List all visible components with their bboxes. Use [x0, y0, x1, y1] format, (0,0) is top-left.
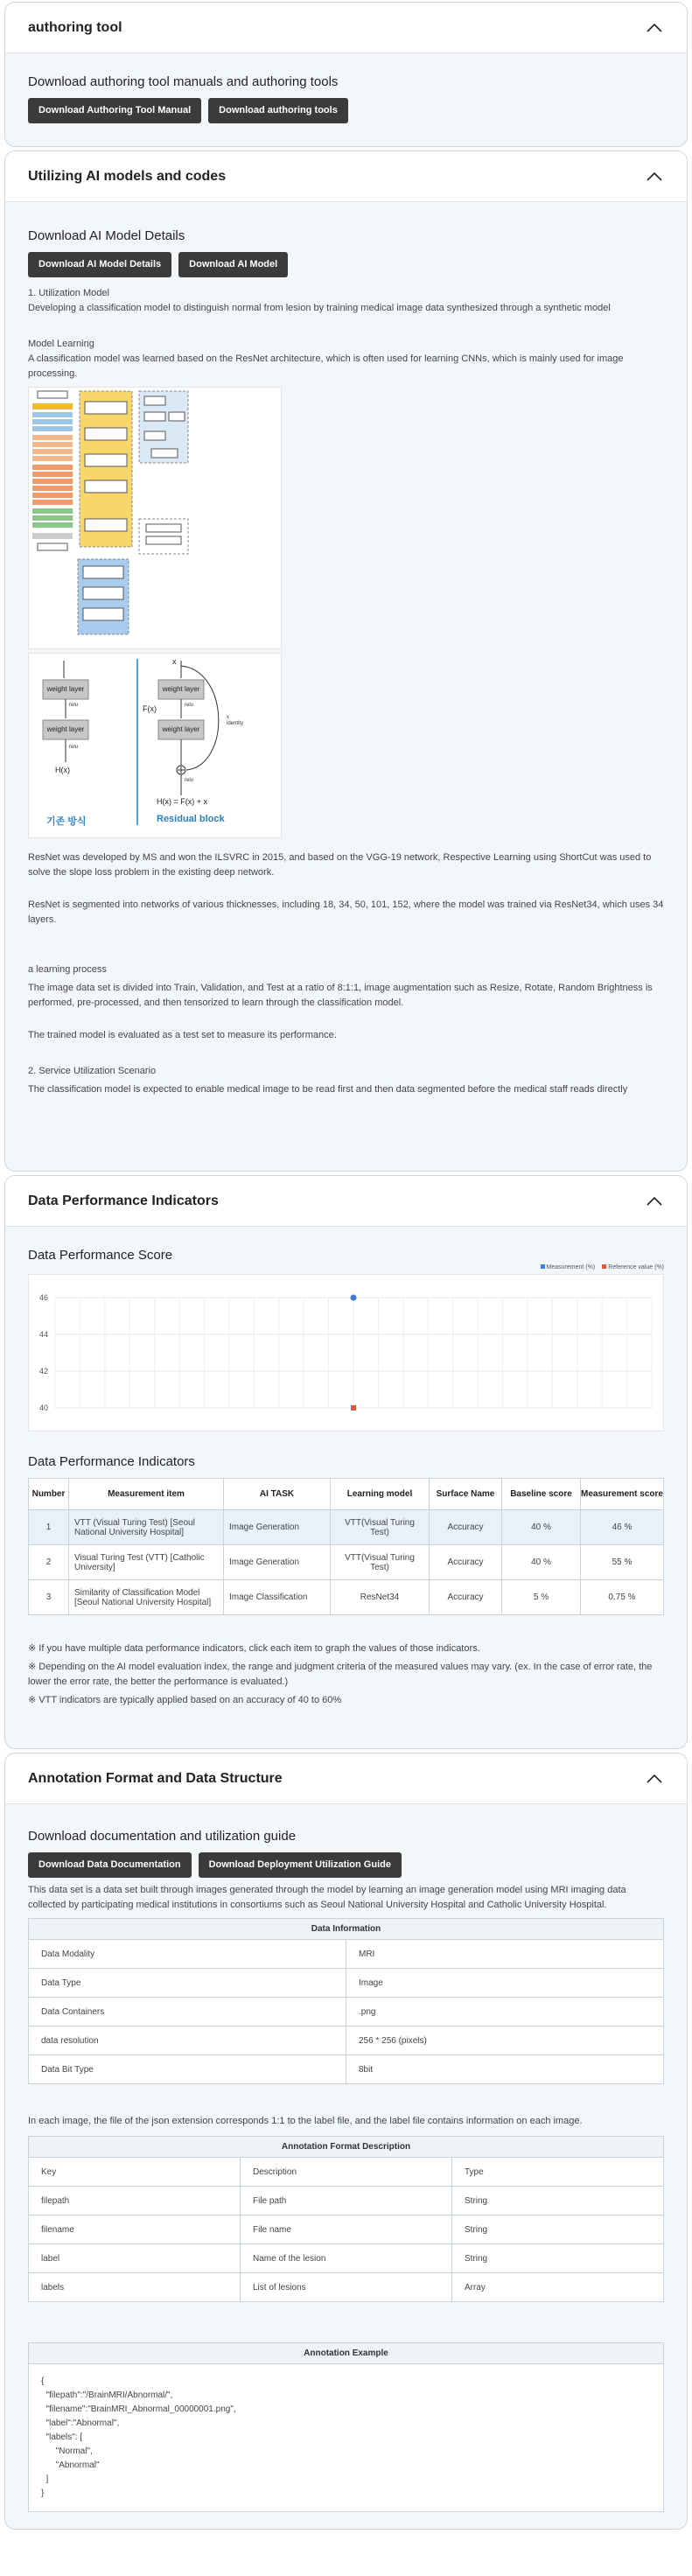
chevron-up-icon[interactable]: [645, 167, 664, 186]
dataset-intro: This data set is a data set built through images generated through the model by learning an image generation model using MRI imaging data collected by participating medical institutions in consortiums such as Seoul National University Hospital and Catholic University Hospital.: [28, 1885, 626, 1910]
relu-label: relu: [69, 703, 79, 708]
performance-note-1: ※ If you have multiple data performance indicators, click each item to graph the values of those indicators.: [28, 1643, 480, 1654]
section-heading: Download AI Model Details: [28, 228, 185, 243]
learning-process-text: The image data set is divided into Train, Validation, and Test at a ratio of 8:1:1, image augmentation such as Resize, Rotate, Random Brightness is performed, pre-processed, and then tensorized to learn through the classification model.: [28, 983, 653, 1008]
download-tools-button[interactable]: Download authoring tools: [208, 98, 348, 123]
service-scenario-title: 2. Service Utilization Scenario: [28, 1066, 157, 1076]
annotation-example: [28, 2342, 664, 2512]
col-ai-task: AI TASK: [224, 1479, 331, 1510]
info-row: [29, 1998, 664, 2026]
table-cell: Similarity of Classification Model [Seoul National University Hospital]: [69, 1580, 224, 1615]
y-tick-label: 44: [38, 1330, 48, 1339]
annotation-row: [29, 2244, 664, 2273]
info-row: [29, 1969, 664, 1998]
residual-block-figure: [28, 653, 282, 838]
table-cell: 40 %: [502, 1510, 581, 1545]
data-information-table: [28, 1918, 664, 2084]
table-row[interactable]: [29, 1580, 664, 1615]
annotation-cell: filename: [29, 2216, 241, 2244]
info-cell: Image: [346, 1969, 664, 1998]
section-heading: Download documentation and utilization guide: [28, 1829, 297, 1844]
section-title: Utilizing AI models and codes: [28, 168, 227, 184]
col-surface-name: Surface Name: [430, 1479, 502, 1510]
y-tick-label: 46: [38, 1293, 48, 1302]
annotation-header[interactable]: [5, 1754, 687, 1804]
x-label: x: [172, 657, 177, 666]
chart-svg: [29, 1275, 665, 1432]
annotation-format-title: Annotation Format Description: [29, 2137, 664, 2158]
table-row[interactable]: [29, 1545, 664, 1580]
annotation-cell: File path: [241, 2187, 452, 2216]
info-cell: data resolution: [29, 2026, 346, 2055]
annotation-cell: Name of the lesion: [241, 2244, 452, 2273]
weight-layer-label: weight layer: [46, 685, 85, 693]
table-cell: Visual Turing Test (VTT) [Catholic University]: [69, 1545, 224, 1580]
learning-process-title: a learning process: [28, 964, 107, 975]
weight-layer-label: weight layer: [162, 725, 200, 733]
relu-label: relu: [185, 703, 194, 708]
performance-table-heading: Data Performance Indicators: [28, 1454, 195, 1469]
table-cell: 2: [29, 1545, 69, 1580]
performance-score-heading: Data Performance Score: [28, 1248, 173, 1263]
performance-section: [4, 1175, 688, 1749]
table-cell: 55 %: [581, 1545, 664, 1580]
col-learning-model: Learning model: [331, 1479, 430, 1510]
chevron-up-icon[interactable]: [645, 18, 664, 38]
col-measurement-item: Measurement item: [69, 1479, 224, 1510]
annotation-cell: Description: [241, 2158, 452, 2187]
annotation-cell: String: [452, 2216, 664, 2244]
service-scenario-text: The classification model is expected to enable medical image to be read first and then data segmented before the medical staff reads directly: [28, 1084, 628, 1095]
table-cell: 5 %: [502, 1580, 581, 1615]
download-model-details-button[interactable]: Download AI Model Details: [28, 252, 171, 277]
annotation-cell: label: [29, 2244, 241, 2273]
chevron-up-icon[interactable]: [645, 1192, 664, 1211]
legend-reference: Reference value (%): [602, 1264, 664, 1270]
chart-legend: [28, 1264, 664, 1270]
annotation-cell: File name: [241, 2216, 452, 2244]
download-manual-button[interactable]: Download Authoring Tool Manual: [28, 98, 201, 123]
section-heading: Download authoring tool manuals and authoring tools: [28, 74, 339, 89]
info-row: [29, 2055, 664, 2084]
reference-point[interactable]: [351, 1405, 356, 1410]
fx-label: F(x): [143, 704, 157, 713]
info-cell: 8bit: [346, 2055, 664, 2084]
download-data-documentation-button[interactable]: Download Data Documentation: [28, 1852, 192, 1878]
annotation-cell: String: [452, 2244, 664, 2273]
ai-models-header[interactable]: [5, 151, 687, 202]
table-cell: Image Generation: [224, 1545, 331, 1580]
annotation-row: [29, 2216, 664, 2244]
table-cell: 46 %: [581, 1510, 664, 1545]
table-cell: VTT(Visual Turing Test): [331, 1545, 430, 1580]
annotation-format-table: [28, 2136, 664, 2302]
col-number: Number: [29, 1479, 69, 1510]
performance-note-3: ※ VTT indicators are typically applied based on an accuracy of 40 to 60%: [28, 1695, 342, 1705]
model-learning-text: A classification model was learned based on the ResNet architecture, which is often used for learning CNNs, which is mainly used for image processing.: [28, 354, 624, 379]
performance-note-2: ※ Depending on the AI model evaluation index, the range and judgment criteria of the measured values may vary. (ex. In the case of error rate, the lower the error rate, the better the performance is evaluated.): [28, 1662, 653, 1687]
annotation-row: [29, 2158, 664, 2187]
relu-label: relu: [69, 745, 79, 750]
info-cell: Data Containers: [29, 1998, 346, 2026]
section-title: authoring tool: [28, 19, 122, 35]
authoring-tool-section: [4, 2, 688, 147]
info-cell: Data Type: [29, 1969, 346, 1998]
download-utilization-guide-button[interactable]: Download Deployment Utilization Guide: [199, 1852, 402, 1878]
annotation-cell: List of lesions: [241, 2273, 452, 2302]
table-cell: Image Classification: [224, 1580, 331, 1615]
info-cell: 256 * 256 (pixels): [346, 2026, 664, 2055]
evaluation-text: The trained model is evaluated as a test set to measure its performance.: [28, 1030, 337, 1040]
section-title: Data Performance Indicators: [28, 1193, 219, 1208]
performance-header[interactable]: [5, 1176, 687, 1227]
performance-chart: [28, 1274, 664, 1432]
table-cell: ResNet34: [331, 1580, 430, 1615]
table-row[interactable]: [29, 1510, 664, 1545]
table-cell: Accuracy: [430, 1510, 502, 1545]
performance-table: [28, 1478, 664, 1615]
info-cell: Data Bit Type: [29, 2055, 346, 2084]
y-tick-label: 42: [38, 1367, 48, 1376]
legend-measurement: Measurement (%): [541, 1264, 596, 1270]
residual-block-label: Residual block: [157, 814, 225, 824]
info-row: [29, 1940, 664, 1969]
measurement-point[interactable]: [351, 1295, 357, 1301]
authoring-tool-header[interactable]: [5, 3, 687, 53]
table-cell: Accuracy: [430, 1545, 502, 1580]
annotation-cell: String: [452, 2187, 664, 2216]
download-model-button[interactable]: Download AI Model: [178, 252, 288, 277]
utilization-model-text: Developing a classification model to distinguish normal from lesion by training medical image data synthesized through a synthetic model: [28, 303, 611, 313]
utilization-model-title: 1. Utilization Model: [28, 288, 109, 298]
y-tick-label: 40: [38, 1404, 48, 1412]
relu-label: relu: [185, 778, 194, 783]
info-cell: MRI: [346, 1940, 664, 1969]
annotation-example-code: { "filepath":"/BrainMRI/Abnormal/", "filename":"BrainMRI_Abnormal_00000001.png", "label":"Abnormal", "labels": [ "Normal", "Abnormal" ] }: [41, 2376, 236, 2498]
ai-models-section: [4, 150, 688, 1172]
sum-label: H(x) = F(x) + x: [157, 797, 207, 806]
table-cell: 3: [29, 1580, 69, 1615]
identity-label: x identity: [227, 715, 244, 726]
annotation-cell: filepath: [29, 2187, 241, 2216]
resnet-architecture-figure: [28, 387, 282, 649]
label-file-text: In each image, the file of the json extension corresponds 1:1 to the label file, and the label file contains information on each image.: [28, 2116, 583, 2126]
annotation-cell: Type: [452, 2158, 664, 2187]
resnet-paragraph-1: ResNet was developed by MS and won the ILSVRC in 2015, and based on the VGG-19 network, Respective Learning using ShortCut was used to solve the slope loss problem in the existing deep network.: [28, 852, 652, 878]
legacy-method-label: 기존 방식: [46, 816, 87, 827]
info-cell: .png: [346, 1998, 664, 2026]
data-information-title: Data Information: [29, 1919, 664, 1940]
table-cell: VTT (Visual Turing Test) [Seoul National University Hospital]: [69, 1510, 224, 1545]
table-cell: 1: [29, 1510, 69, 1545]
chevron-up-icon[interactable]: [645, 1769, 664, 1788]
weight-layer-label: weight layer: [162, 685, 200, 693]
info-row: [29, 2026, 664, 2055]
weight-layer-label: weight layer: [46, 725, 85, 733]
hx-label: H(x): [55, 766, 70, 774]
table-header-row: [29, 1479, 664, 1510]
table-cell: VTT(Visual Turing Test): [331, 1510, 430, 1545]
model-learning-title: Model Learning: [28, 339, 94, 349]
table-cell: 40 %: [502, 1545, 581, 1580]
annotation-cell: labels: [29, 2273, 241, 2302]
col-measurement-score: Measurement score: [581, 1479, 664, 1510]
table-cell: Accuracy: [430, 1580, 502, 1615]
annotation-section: [4, 1753, 688, 2530]
col-baseline-score: Baseline score: [502, 1479, 581, 1510]
info-cell: Data Modality: [29, 1940, 346, 1969]
resnet-paragraph-2: ResNet is segmented into networks of various thicknesses, including 18, 34, 50, 101, 152, where the model was trained via ResNet34, which uses 34 layers.: [28, 900, 664, 925]
annotation-example-title: Annotation Example: [29, 2343, 663, 2364]
annotation-row: [29, 2273, 664, 2302]
table-cell: Image Generation: [224, 1510, 331, 1545]
table-cell: 0.75 %: [581, 1580, 664, 1615]
annotation-cell: Key: [29, 2158, 241, 2187]
annotation-cell: Array: [452, 2273, 664, 2302]
annotation-row: [29, 2187, 664, 2216]
section-title: Annotation Format and Data Structure: [28, 1770, 283, 1786]
